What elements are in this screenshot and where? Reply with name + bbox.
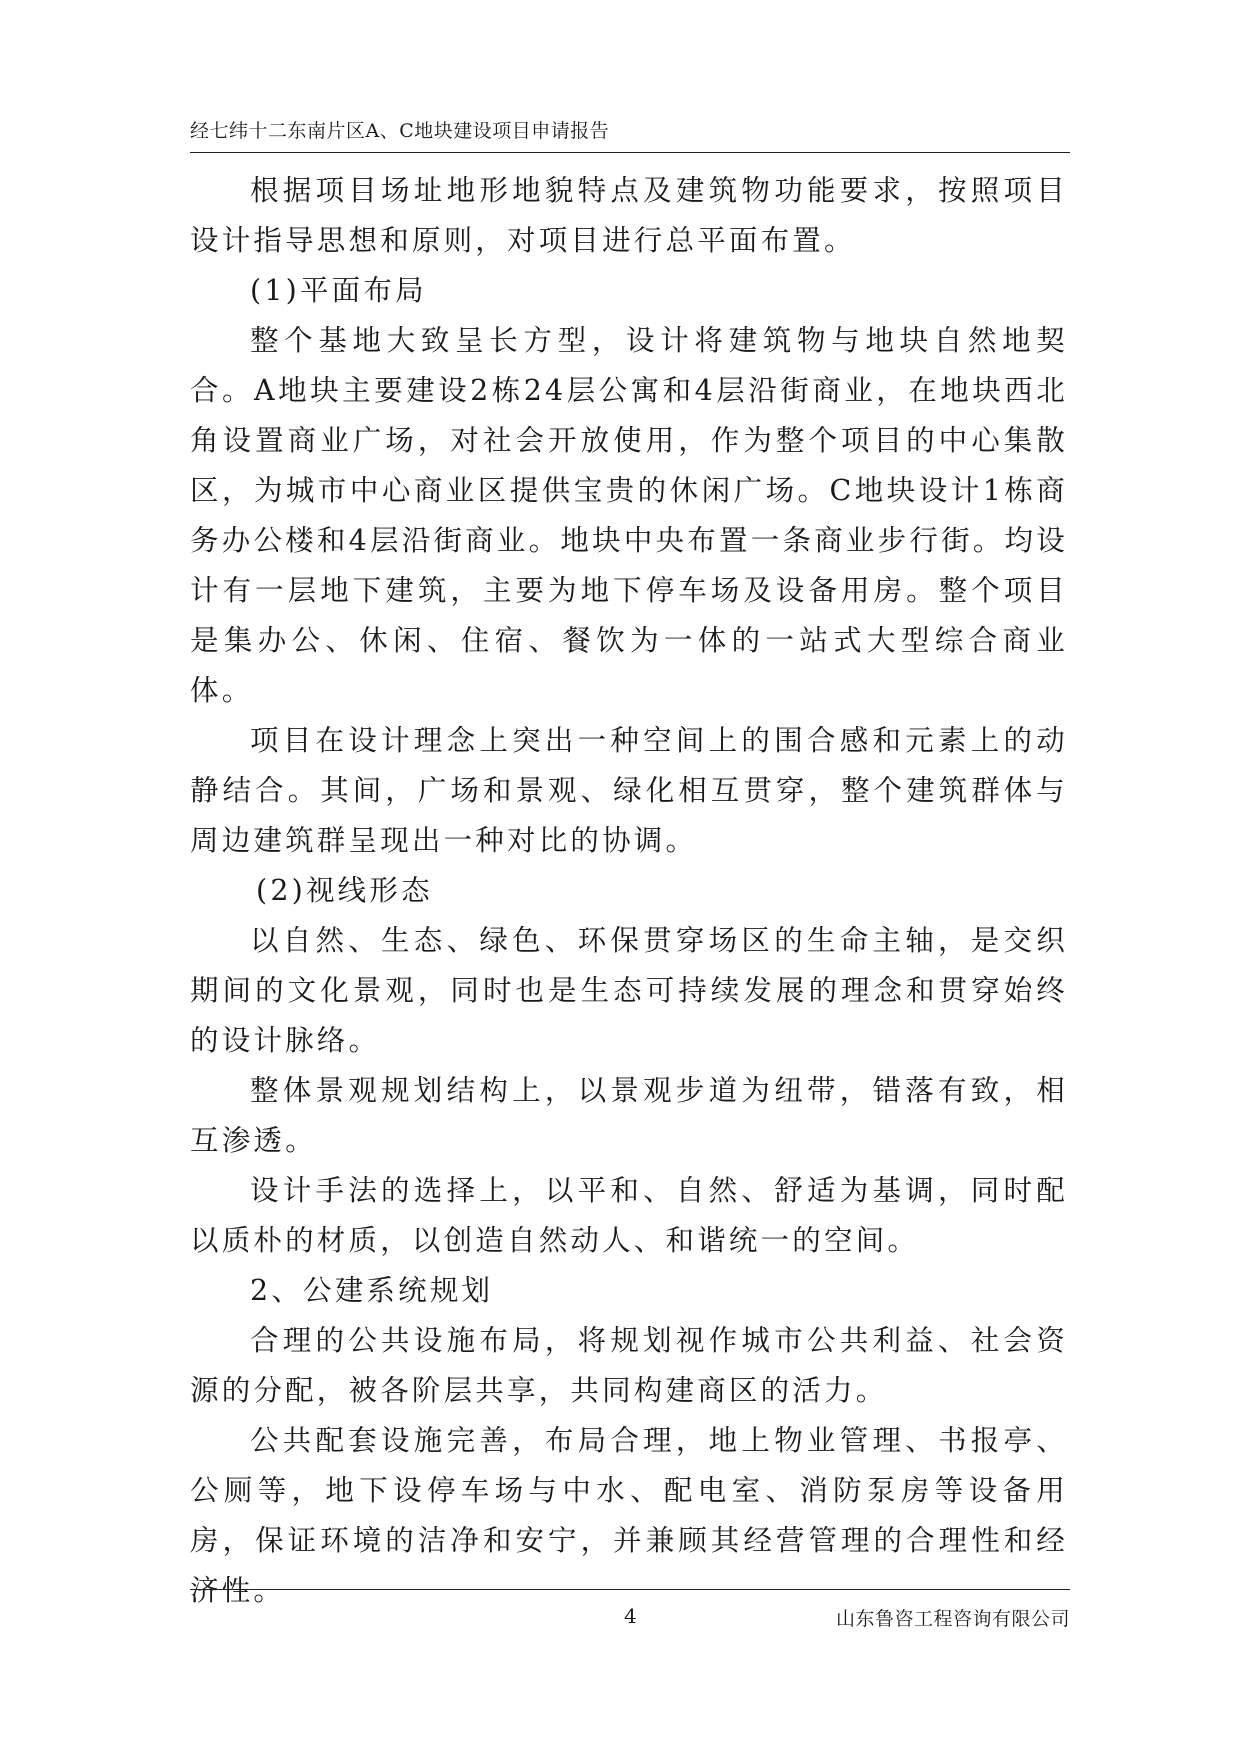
paragraph-supporting-facilities: 公共配套设施完善，布局合理，地上物业管理、书报亭、公厕等，地下设停车场与中水、配电室、消防泵房等设备用房，保证环境的洁净和安宁，并兼顾其经营管理的合理性和经济性。 [190, 1424, 1068, 1607]
paragraph-intro: 根据项目场址地形地貌特点及建筑物功能要求，按照项目设计指导思想和原则，对项目进行总平面布置。 [190, 174, 1068, 257]
section-heading-sightline: (2)视线形态 [256, 874, 433, 907]
section-heading-public-facilities: 2、公建系统规划 [250, 1274, 494, 1307]
company-name: 山东鲁咨工程咨询有限公司 [835, 1608, 1070, 1630]
section-heading-layout: (1)平面布局 [250, 274, 427, 307]
paragraph-ecology-axis: 以自然、生态、绿色、环保贯穿场区的生命主轴，是交织期间的文化景观，同时也是生态可持续发展的理念和贯穿始终的设计脉络。 [190, 924, 1068, 1057]
paragraph-site-layout: 整个基地大致呈长方型，设计将建筑物与地块自然地契合。A地块主要建设2栋24层公寓和4层沿街商业，在地块西北角设置商业广场，对社会开放使用，作为整个项目的中心集散区，为城市中心商业区提供宝贵的休闲广场。C地块设计1栋商务办公楼和4层沿街商业。地块中央布置一条商业步行街。均设计有一层地下建筑，主要为地下停车场及设备用房。整个项目是集办公、休闲、住宿、餐饮为一体的一站式大型综合商业体。 [190, 324, 1068, 707]
paragraph-public-layout: 合理的公共设施布局，将规划视作城市公共利益、社会资源的分配，被各阶层共享，共同构建商区的活力。 [190, 1324, 1068, 1407]
page-footer [190, 1589, 1070, 1640]
document-title: 经七纬十二东南片区A、C地块建设项目申请报告 [190, 120, 610, 142]
page-body [190, 166, 1068, 1616]
paragraph-design-concept: 项目在设计理念上突出一种空间上的围合感和元素上的动静结合。其间，广场和景观、绿化相互贯穿，整个建筑群体与周边建筑群呈现出一种对比的协调。 [190, 724, 1068, 857]
paragraph-landscape-structure: 整体景观规划结构上，以景观步道为纽带，错落有致，相互渗透。 [190, 1074, 1068, 1157]
paragraph-design-approach: 设计手法的选择上，以平和、自然、舒适为基调，同时配以质朴的材质，以创造自然动人、和谐统一的空间。 [190, 1174, 1068, 1257]
page-header [190, 112, 1070, 153]
page-number: 4 [624, 1604, 637, 1628]
